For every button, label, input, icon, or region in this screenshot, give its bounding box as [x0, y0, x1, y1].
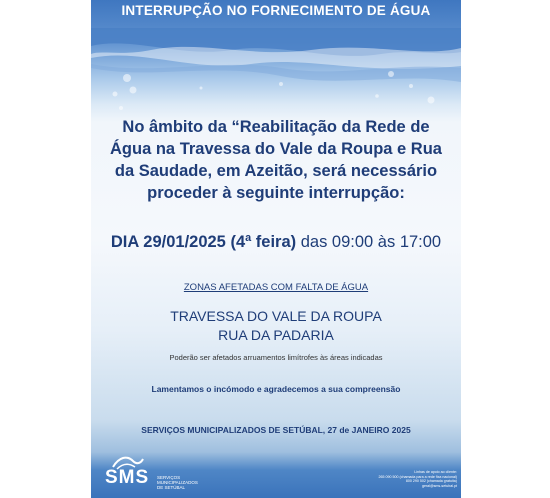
zones-heading: ZONAS AFETADAS COM FALTA DE ÁGUA: [183, 282, 369, 293]
notice-title: INTERRUPÇÃO NO FORNECIMENTO DE ÁGUA: [121, 3, 431, 18]
sms-logo: [103, 453, 213, 495]
interruption-hours: das 09:00 às 17:00: [296, 233, 442, 251]
water-splash-graphic: [91, 28, 461, 128]
apology-text: Lamentamos o incómodo e agradecemos a sua compreensão: [151, 384, 401, 394]
contact-info: Linhas de apoio ao cliente: 265 090 500 (chamada para a rede fixa nacional) 800 290 502 (chamada gratuita) geral@sms-setubal.pt: [378, 470, 457, 488]
signature-line: SERVIÇOS MUNICIPALIZADOS DE SETÚBAL, 27 de JANEIRO 2025: [141, 425, 411, 435]
notice-poster: [91, 0, 461, 498]
interruption-day: DIA 29/01/2025 (4ª feira): [110, 233, 297, 251]
logo-text: SMS: [105, 467, 150, 488]
interruption-date: [91, 233, 461, 252]
notice-intro: No âmbito da “Reabilitação da Rede de Água na Travessa do Vale da Roupa e Rua da Saudade, em Azeitão, será necessário proceder à seguinte interrupção:: [110, 118, 442, 202]
nearby-streets-note: Poderão ser afetados arruamentos limítrofes às áreas indicadas: [169, 353, 383, 362]
street-item: TRAVESSA DO VALE DA ROUPA: [170, 308, 382, 324]
affected-streets: [91, 307, 461, 345]
street-item: RUA DA PADARIA: [218, 327, 334, 343]
logo-subtitle: SERVIÇOS MUNICIPALIZADOS DE SETÚBAL: [157, 475, 198, 490]
